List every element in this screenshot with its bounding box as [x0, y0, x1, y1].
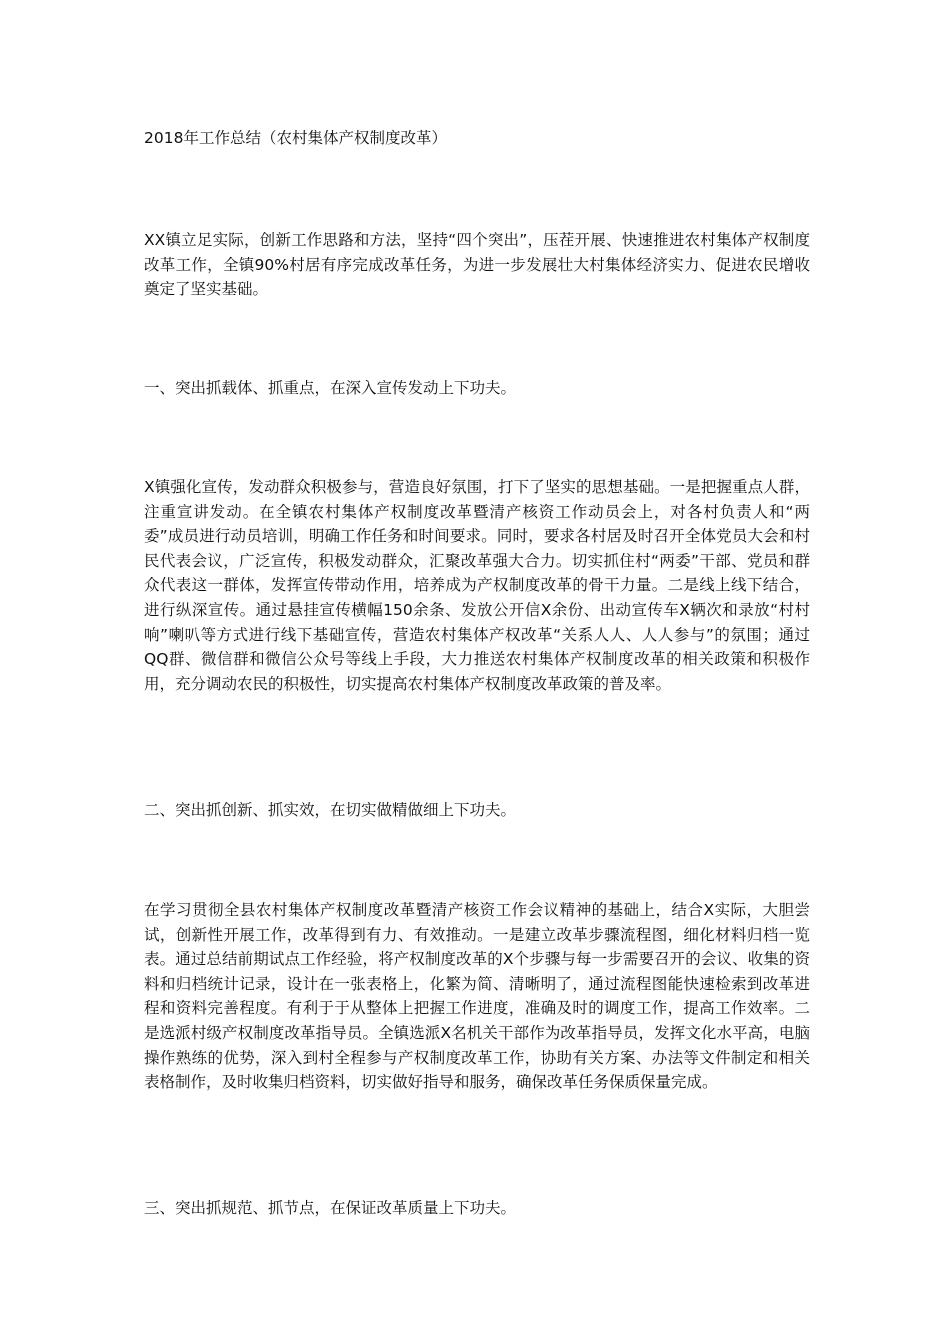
document-title: 2018年工作总结（农村集体产权制度改革）: [144, 129, 447, 147]
section-2-paragraph: 在学习贯彻全县农村集体产权制度改革暨清产核资工作会议精神的基础上，结合X实际，大胆尝试，创新性开展工作，改革得到有力、有效推动。一是建立改革步骤流程图，细化材料归档一览表。通过总结前期试点工作经验，将产权制度改革的X个步骤与每一步需要召开的会议、收集的资料和归档统计记录，设计在一张表格上，化繁为简、清晰明了，通过流程图能快速检索到改革进程和资料完善程度。有利于于从整体上把握工作进度，准确及时的调度工作，提高工作效率。二是选派村级产权制度改革指导员。全镇选派X名机关干部作为改革指导员，发挥文化水平高，电脑操作熟练的优势，深入到村全程参与产权制度改革工作，协助有关方案、办法等文件制定和相关表格制作，及时收集归档资料，切实做好指导和服务，确保改革任务保质保量完成。: [144, 901, 810, 1092]
section-3-heading: 三、突出抓规范、抓节点，在保证改革质量上下功夫。: [144, 1199, 517, 1217]
section-1-heading: 一、突出抓载体、抓重点，在深入宣传发动上下功夫。: [144, 379, 517, 397]
section-1-paragraph: X镇强化宣传，发动群众积极参与，营造良好氛围，打下了坚实的思想基础。一是把握重点人群，注重宣讲发动。在全镇农村集体产权制度改革暨清产核资工作动员会上，对各村负责人和“两委”成员进行动员培训，明确工作任务和时间要求。同时，要求各村居及时召开全体党员大会和村民代表会议，广泛宣传，积极发动群众，汇聚改革强大合力。切实抓住村“两委”干部、党员和群众代表这一群体，发挥宣传带动作用，培养成为产权制度改革的骨干力量。二是线上线下结合，进行纵深宣传。通过悬挂宣传横幅150余条、发放公开信X余份、出动宣传车X辆次和录放“村村响”喇叭等方式进行线下基础宣传，营造农村集体产权改革“关系人人、人人参与”的氛围；通过QQ群、微信群和微信公众号等线上手段，大力推送农村集体产权制度改革的相关政策和积极作用，充分调动农民的积极性，切实提高农村集体产权制度改革政策的普及率。: [144, 478, 810, 693]
intro-paragraph: XX镇立足实际，创新工作思路和方法，坚持“四个突出”，压茬开展、快速推进农村集体产权制度改革工作，全镇90%村居有序完成改革任务，为进一步发展壮大村集体经济实力、促进农民增收奠定了坚实基础。: [144, 231, 810, 299]
section-2-heading: 二、突出抓创新、抓实效，在切实做精做细上下功夫。: [144, 801, 517, 819]
